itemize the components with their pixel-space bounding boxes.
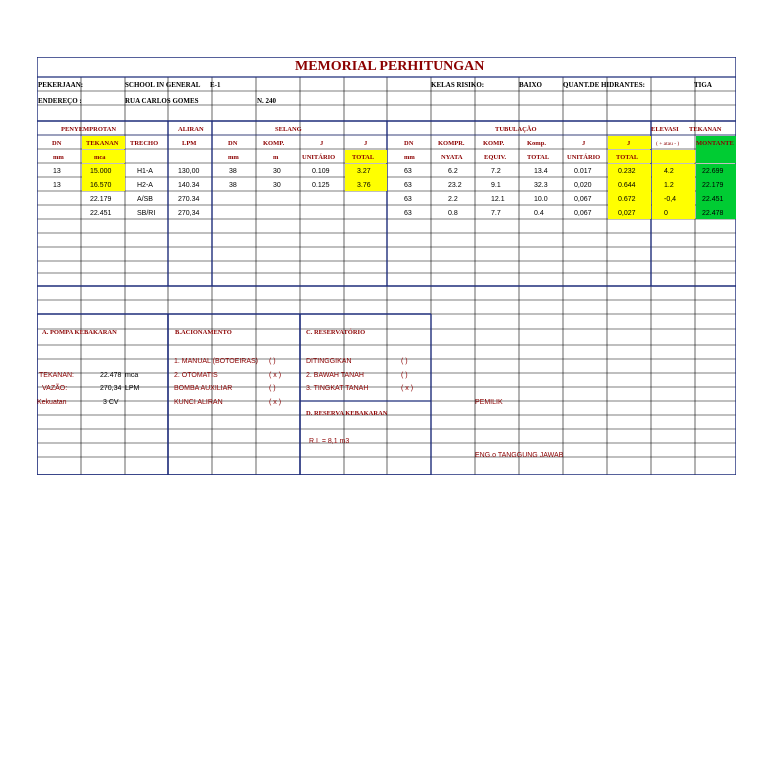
cell-ktot: 32.3 xyxy=(534,182,548,189)
unit-total3: TOTAL xyxy=(616,154,639,161)
pompa-vazao-value: 270,34 xyxy=(100,385,122,392)
hdr-montante: MONTANTE xyxy=(696,140,734,147)
hdr-tekanan: TEKANAN xyxy=(86,140,119,147)
unit-equiv: EQUIV. xyxy=(484,154,507,161)
cell-dn3: 63 xyxy=(404,196,412,203)
cell-dn3: 63 xyxy=(404,210,412,217)
unit-mm: mm xyxy=(53,154,64,161)
pekerjaan-code: E-1 xyxy=(210,81,221,89)
cell-dn: 13 xyxy=(53,168,61,175)
cell-ju: 0.125 xyxy=(312,182,330,189)
hdr-komp2: KOMP. xyxy=(483,140,505,147)
pemilik-label: PEMILIK xyxy=(475,399,503,406)
pompa-tekanan-unit: mca xyxy=(125,372,139,379)
memorial-sheet xyxy=(37,57,736,475)
cell-jt: 3.27 xyxy=(357,168,371,175)
cell-mont: 22.451 xyxy=(702,196,724,203)
cell-ju2: 0.017 xyxy=(574,168,592,175)
unit-mm3: mm xyxy=(404,154,415,161)
cell-kompr: 2.2 xyxy=(448,196,458,203)
unit-nyata: NYATA xyxy=(441,154,463,161)
endereco-label: ENDEREÇO : xyxy=(38,97,82,105)
pompa-vazao-label: VAZÃO: xyxy=(42,385,68,392)
cell-ktot: 0.4 xyxy=(534,210,544,217)
pompa-title: A. POMPA KEBAKARAN xyxy=(42,329,117,336)
cell-equiv: 12.1 xyxy=(491,196,505,203)
reservatorio-title: C. RESERVATÓRIO xyxy=(306,329,366,336)
unit-mm2: mm xyxy=(228,154,239,161)
group-aliran: ALIRAN xyxy=(178,126,204,133)
cell-dn2: 38 xyxy=(229,168,237,175)
cell-trecho: H1-A xyxy=(137,168,153,175)
endereco-value: RUA CARLOS GOMES xyxy=(125,97,199,105)
quant-value: TIGA xyxy=(694,81,712,89)
cell-dn3: 63 xyxy=(404,182,412,189)
pompa-tekanan-value: 22.478 xyxy=(100,372,122,379)
cell-ju2: 0,020 xyxy=(574,182,592,189)
cell-equiv: 7.2 xyxy=(491,168,501,175)
hdr-j4: J xyxy=(627,140,631,147)
cell-equiv: 9.1 xyxy=(491,182,501,189)
cell-mont: 22.478 xyxy=(702,210,724,217)
cell-ktot: 10.0 xyxy=(534,196,548,203)
hdr-dn: DN xyxy=(52,140,62,147)
cell-elev: -0,4 xyxy=(664,196,677,203)
pekerjaan-value: SCHOOL IN GENERAL xyxy=(125,81,201,89)
acionamento-title: B.ACIONAMENTO xyxy=(175,329,232,336)
pompa-kekuatan-value: 3 CV xyxy=(103,399,119,406)
page-title: MEMORIAL PERHITUNGAN xyxy=(295,59,485,74)
reservatorio-item-mark: ( x ) xyxy=(401,385,414,392)
cell-jt2: 0.644 xyxy=(618,182,636,189)
cell-lpm: 140.34 xyxy=(178,182,200,189)
quant-label: QUANT.DE HIDRANTES: xyxy=(563,81,645,89)
reservatorio-item-label: 2. BAWAH TANAH xyxy=(306,372,364,379)
hdr-lpm: LPM xyxy=(182,140,197,147)
reserva-value: R.I. = 8,1 m3 xyxy=(309,438,350,445)
acionamento-item-mark: ( x ) xyxy=(269,399,282,406)
cell-lpm: 270,34 xyxy=(178,210,200,217)
cell-jt2: 0.232 xyxy=(618,168,636,175)
acionamento-item-mark: ( ) xyxy=(269,385,276,392)
cell-tek: 22.179 xyxy=(90,196,112,203)
kelas-label: KELAS RISIKO: xyxy=(431,81,485,89)
reserva-title: D. RESERVA KEBAKARAN xyxy=(306,410,388,417)
cell-jt2: 0,027 xyxy=(618,210,636,217)
group-tubulacao: TUBULAÇÃO xyxy=(495,126,537,133)
group-selang: SELANG xyxy=(275,126,302,133)
highlight-elev-unit xyxy=(652,150,695,163)
cell-lpm: 270.34 xyxy=(178,196,200,203)
acionamento-item-label: KUNCI ALIRAN xyxy=(174,399,223,406)
reservatorio-item-mark: ( ) xyxy=(401,358,408,365)
acionamento-item-label: 1. MANUAL (BOTOEIRAS) xyxy=(174,358,259,365)
hdr-j2: J xyxy=(364,140,368,147)
cell-tek: 15.000 xyxy=(90,168,112,175)
hdr-j: J xyxy=(320,140,324,147)
cell-kompr: 0.8 xyxy=(448,210,458,217)
endereco-number: N. 240 xyxy=(257,97,277,105)
cell-mont: 22.699 xyxy=(702,168,724,175)
cell-trecho: H2-A xyxy=(137,182,153,189)
pompa-vazao-unit: LPM xyxy=(125,385,140,392)
cell-elev: 4.2 xyxy=(664,168,674,175)
cell-ju2: 0,067 xyxy=(574,210,592,217)
cell-dn2: 38 xyxy=(229,182,237,189)
cell-ju2: 0,067 xyxy=(574,196,592,203)
cell-komp: 30 xyxy=(273,168,281,175)
cell-jt: 3.76 xyxy=(357,182,371,189)
cell-dn3: 63 xyxy=(404,168,412,175)
hdr-dn2: DN xyxy=(228,140,238,147)
group-elevasi: ELEVASI xyxy=(651,126,679,133)
group-tekanan: TEKANAN xyxy=(689,126,722,133)
hdr-elev-sign: ( + atau - ) xyxy=(656,141,680,147)
pompa-kekuatan-label: Kekuatan xyxy=(37,399,67,406)
hdr-dn3: DN xyxy=(404,140,414,147)
cell-komp: 30 xyxy=(273,182,281,189)
kelas-value: BAIXO xyxy=(519,81,542,89)
cell-ju: 0.109 xyxy=(312,168,330,175)
cell-mont: 22.179 xyxy=(702,182,724,189)
cell-tek: 22.451 xyxy=(90,210,112,217)
cell-jt2: 0.672 xyxy=(618,196,636,203)
acionamento-item-mark: ( ) xyxy=(269,358,276,365)
reservatorio-item-label: 3. TINGKAT TANAH xyxy=(306,385,369,392)
cell-kompr: 23.2 xyxy=(448,182,462,189)
unit-unitario: UNITÁRIO xyxy=(302,154,336,161)
hdr-j3: J xyxy=(582,140,586,147)
cell-trecho: SB/RI xyxy=(137,210,156,217)
acionamento-item-label: BOMBA AUXILIAR xyxy=(174,385,233,392)
cell-lpm: 130,00 xyxy=(178,168,200,175)
unit-total: TOTAL xyxy=(352,154,375,161)
reservatorio-item-mark: ( ) xyxy=(401,372,408,379)
hdr-trecho: TRECHO xyxy=(130,140,159,147)
cell-elev: 0 xyxy=(664,210,668,217)
hdr-komp3: Komp. xyxy=(527,140,546,147)
acionamento-item-mark: ( x ) xyxy=(269,372,282,379)
unit-total2: TOTAL xyxy=(527,154,550,161)
cell-tek: 16.570 xyxy=(90,182,112,189)
acionamento-item-label: 2. OTOMATIS xyxy=(174,372,218,379)
cell-elev: 1.2 xyxy=(664,182,674,189)
eng-label: ENG.o TANGGUNG JAWAB xyxy=(475,452,564,459)
cell-ktot: 13.4 xyxy=(534,168,548,175)
hdr-komp: KOMP. xyxy=(263,140,285,147)
reservatorio-item-label: DITINGGIKAN xyxy=(306,358,352,365)
unit-unitario2: UNITÁRIO xyxy=(567,154,601,161)
pekerjaan-label: PEKERJAAN: xyxy=(38,81,84,89)
group-penyemprotan: PENYEMPROTAN xyxy=(61,126,117,133)
pompa-tekanan-label: TEKANAN: xyxy=(39,372,75,379)
cell-equiv: 7.7 xyxy=(491,210,501,217)
hdr-kompr: KOMPR. xyxy=(438,140,465,147)
cell-kompr: 6.2 xyxy=(448,168,458,175)
cell-dn: 13 xyxy=(53,182,61,189)
unit-m: m xyxy=(273,154,279,161)
unit-mca: mca xyxy=(94,154,106,161)
cell-trecho: A/SB xyxy=(137,196,153,203)
